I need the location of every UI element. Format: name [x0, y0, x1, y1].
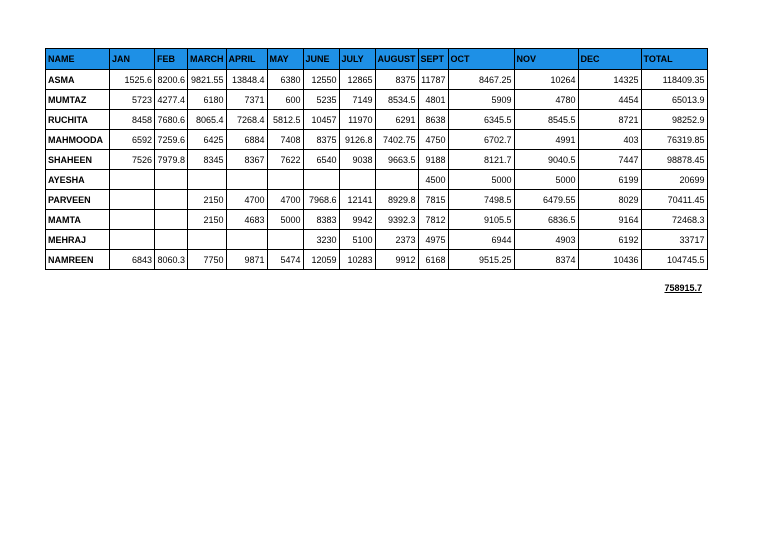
value-cell: 8383 [303, 210, 339, 230]
value-cell: 98878.45 [641, 150, 707, 170]
value-cell [110, 210, 155, 230]
column-header-total: TOTAL [641, 49, 707, 70]
value-cell: 118409.35 [641, 70, 707, 90]
value-cell: 7622 [267, 150, 303, 170]
value-cell: 33717 [641, 230, 707, 250]
value-cell: 9188 [418, 150, 448, 170]
value-cell: 403 [578, 130, 641, 150]
table-row [46, 230, 708, 250]
value-cell: 10457 [303, 110, 339, 130]
value-cell: 14325 [578, 70, 641, 90]
value-cell: 6592 [110, 130, 155, 150]
value-cell: 7498.5 [448, 190, 514, 210]
column-header-feb: FEB [155, 49, 188, 70]
value-cell [155, 230, 188, 250]
value-cell: 20699 [641, 170, 707, 190]
value-cell: 12865 [339, 70, 375, 90]
name-cell: ASMA [46, 70, 110, 90]
value-cell: 8534.5 [375, 90, 418, 110]
value-cell [375, 170, 418, 190]
value-cell: 7968.6 [303, 190, 339, 210]
column-header-july: JULY [339, 49, 375, 70]
value-cell: 8375 [303, 130, 339, 150]
value-cell [226, 230, 267, 250]
value-cell: 2150 [188, 190, 227, 210]
value-cell: 10436 [578, 250, 641, 270]
value-cell: 76319.85 [641, 130, 707, 150]
name-cell: PARVEEN [46, 190, 110, 210]
value-cell: 8029 [578, 190, 641, 210]
value-cell: 8638 [418, 110, 448, 130]
value-cell: 4780 [514, 90, 578, 110]
value-cell: 8065.4 [188, 110, 227, 130]
table-row [46, 90, 708, 110]
value-cell: 9038 [339, 150, 375, 170]
header-row [46, 49, 708, 70]
value-cell: 9040.5 [514, 150, 578, 170]
value-cell: 8200.6 [155, 70, 188, 90]
value-cell [339, 170, 375, 190]
value-cell: 4277.4 [155, 90, 188, 110]
value-cell [110, 170, 155, 190]
value-cell: 4500 [418, 170, 448, 190]
value-cell: 11970 [339, 110, 375, 130]
value-cell: 4991 [514, 130, 578, 150]
column-header-sept: SEPT [418, 49, 448, 70]
value-cell: 1525.6 [110, 70, 155, 90]
value-cell: 13848.4 [226, 70, 267, 90]
value-cell: 7447 [578, 150, 641, 170]
value-cell: 8375 [375, 70, 418, 90]
value-cell: 6702.7 [448, 130, 514, 150]
value-cell: 7268.4 [226, 110, 267, 130]
value-cell [110, 190, 155, 210]
value-cell: 9164 [578, 210, 641, 230]
value-cell [155, 190, 188, 210]
value-cell: 9821.55 [188, 70, 227, 90]
value-cell: 11787 [418, 70, 448, 90]
value-cell: 6425 [188, 130, 227, 150]
value-cell: 7259.6 [155, 130, 188, 150]
value-cell: 6168 [418, 250, 448, 270]
value-cell: 6540 [303, 150, 339, 170]
column-header-nov: NOV [514, 49, 578, 70]
value-cell: 4683 [226, 210, 267, 230]
table-row [46, 70, 708, 90]
value-cell: 8367 [226, 150, 267, 170]
value-cell: 5235 [303, 90, 339, 110]
value-cell: 5909 [448, 90, 514, 110]
column-header-june: JUNE [303, 49, 339, 70]
value-cell: 6192 [578, 230, 641, 250]
value-cell: 5000 [267, 210, 303, 230]
value-cell: 104745.5 [641, 250, 707, 270]
value-cell: 7402.75 [375, 130, 418, 150]
value-cell: 4801 [418, 90, 448, 110]
value-cell: 9392.3 [375, 210, 418, 230]
value-cell: 10283 [339, 250, 375, 270]
column-header-dec: DEC [578, 49, 641, 70]
value-cell: 7371 [226, 90, 267, 110]
value-cell: 7526 [110, 150, 155, 170]
value-cell: 9912 [375, 250, 418, 270]
value-cell: 5474 [267, 250, 303, 270]
table-row [46, 130, 708, 150]
column-header-may: MAY [267, 49, 303, 70]
value-cell: 6345.5 [448, 110, 514, 130]
value-cell: 8345 [188, 150, 227, 170]
name-cell: SHAHEEN [46, 150, 110, 170]
value-cell: 6199 [578, 170, 641, 190]
value-cell: 7750 [188, 250, 227, 270]
value-cell: 4903 [514, 230, 578, 250]
value-cell: 8929.8 [375, 190, 418, 210]
column-header-april: APRIL [226, 49, 267, 70]
value-cell: 98252.9 [641, 110, 707, 130]
value-cell: 4975 [418, 230, 448, 250]
value-cell: 65013.9 [641, 90, 707, 110]
value-cell [267, 170, 303, 190]
value-cell: 12141 [339, 190, 375, 210]
table-row [46, 170, 708, 190]
value-cell: 9871 [226, 250, 267, 270]
value-cell [226, 170, 267, 190]
name-cell: AYESHA [46, 170, 110, 190]
name-cell: RUCHITA [46, 110, 110, 130]
table-row [46, 150, 708, 170]
value-cell: 5100 [339, 230, 375, 250]
value-cell: 70411.45 [641, 190, 707, 210]
value-cell: 6944 [448, 230, 514, 250]
value-cell: 3230 [303, 230, 339, 250]
value-cell: 9942 [339, 210, 375, 230]
value-cell: 8458 [110, 110, 155, 130]
value-cell: 9515.25 [448, 250, 514, 270]
value-cell [303, 170, 339, 190]
value-cell: 7815 [418, 190, 448, 210]
value-cell: 4750 [418, 130, 448, 150]
value-cell: 4700 [267, 190, 303, 210]
column-header-august: AUGUST [375, 49, 418, 70]
value-cell: 8467.25 [448, 70, 514, 90]
value-cell: 2150 [188, 210, 227, 230]
value-cell: 9105.5 [448, 210, 514, 230]
value-cell: 600 [267, 90, 303, 110]
value-cell: 8721 [578, 110, 641, 130]
value-cell [155, 170, 188, 190]
value-cell: 7149 [339, 90, 375, 110]
value-cell: 5000 [448, 170, 514, 190]
table-row [46, 250, 708, 270]
table-row [46, 110, 708, 130]
value-cell: 6479.55 [514, 190, 578, 210]
value-cell: 8374 [514, 250, 578, 270]
value-cell: 7979.8 [155, 150, 188, 170]
monthly-totals-table [45, 48, 708, 270]
value-cell: 6380 [267, 70, 303, 90]
value-cell: 7408 [267, 130, 303, 150]
value-cell: 9126.8 [339, 130, 375, 150]
value-cell: 4700 [226, 190, 267, 210]
value-cell: 2373 [375, 230, 418, 250]
name-cell: MUMTAZ [46, 90, 110, 110]
value-cell: 72468.3 [641, 210, 707, 230]
value-cell: 8545.5 [514, 110, 578, 130]
value-cell: 6843 [110, 250, 155, 270]
value-cell [188, 170, 227, 190]
value-cell: 8121.7 [448, 150, 514, 170]
name-cell: MAHMOODA [46, 130, 110, 150]
value-cell: 9663.5 [375, 150, 418, 170]
column-header-march: MARCH [188, 49, 227, 70]
column-header-oct: OCT [448, 49, 514, 70]
value-cell: 6180 [188, 90, 227, 110]
value-cell: 10264 [514, 70, 578, 90]
value-cell [267, 230, 303, 250]
value-cell: 7812 [418, 210, 448, 230]
value-cell: 8060.3 [155, 250, 188, 270]
column-header-name: NAME [46, 49, 110, 70]
name-cell: NAMREEN [46, 250, 110, 270]
value-cell: 6836.5 [514, 210, 578, 230]
value-cell: 7680.6 [155, 110, 188, 130]
value-cell: 4454 [578, 90, 641, 110]
value-cell: 5723 [110, 90, 155, 110]
name-cell: MEHRAJ [46, 230, 110, 250]
value-cell: 12550 [303, 70, 339, 90]
value-cell: 6884 [226, 130, 267, 150]
value-cell [110, 230, 155, 250]
value-cell: 12059 [303, 250, 339, 270]
table-row [46, 210, 708, 230]
grand-total: 758915.7 [664, 283, 702, 293]
table-row [46, 190, 708, 210]
value-cell [155, 210, 188, 230]
value-cell [188, 230, 227, 250]
value-cell: 5000 [514, 170, 578, 190]
column-header-jan: JAN [110, 49, 155, 70]
value-cell: 5812.5 [267, 110, 303, 130]
name-cell: MAMTA [46, 210, 110, 230]
value-cell: 6291 [375, 110, 418, 130]
